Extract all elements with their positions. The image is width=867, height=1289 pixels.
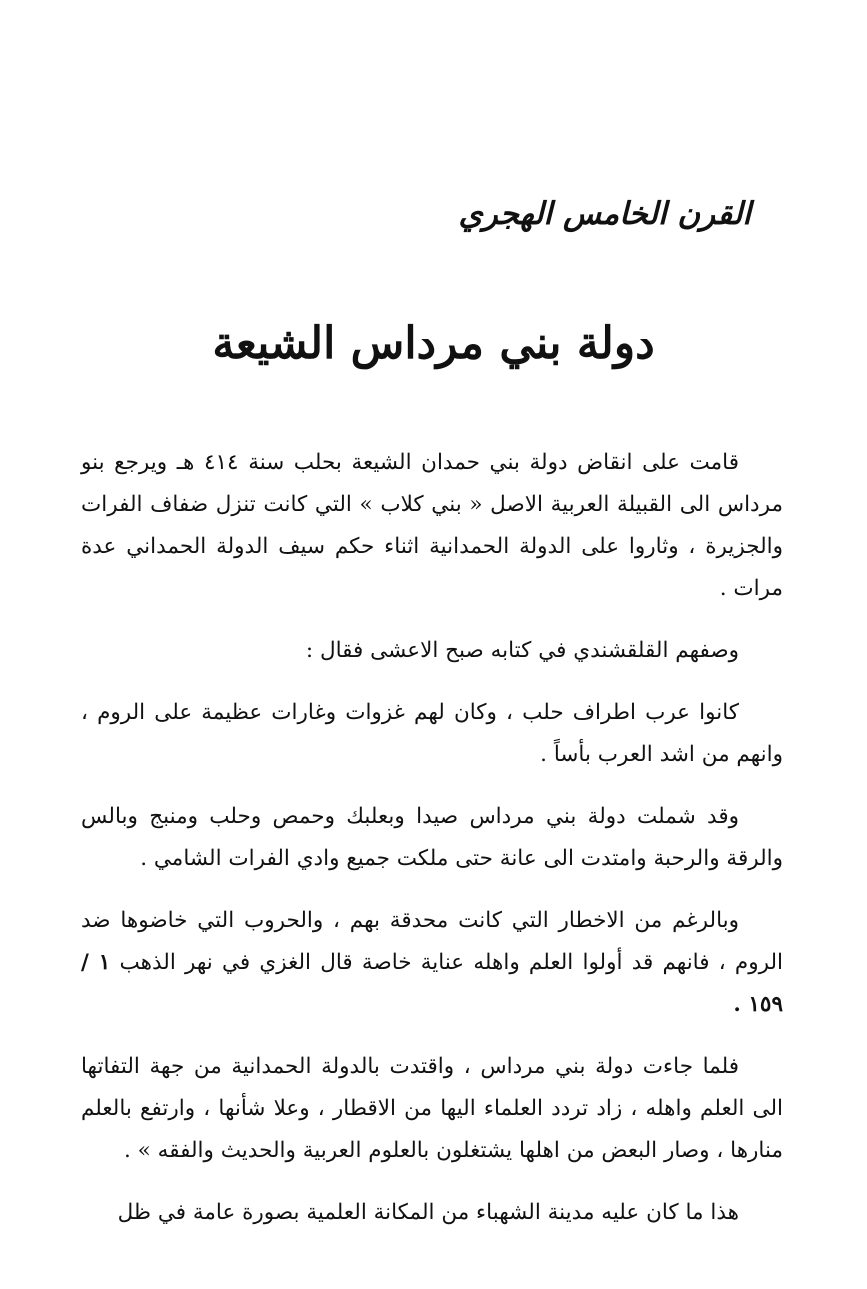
paragraph-2: وصفهم القلقشندي في كتابه صبح الاعشى فقال : — [305, 638, 739, 663]
paragraph-5-text: وبالرغم من الاخطار التي كانت محدقة بهم ، والحروب التي خاضوها ضد الروم ، فانهم قد أولوا العلم واهله عناية خاصة قال الغزي في نهر الذهب — [81, 908, 783, 975]
page-title: دولة بني مرداس الشيعة — [212, 318, 655, 369]
paragraph-7: هذا ما كان عليه مدينة الشهباء من المكانة العلمية بصورة عامة في ظل — [117, 1200, 739, 1225]
reference-number: ١ / ١٥٩ . — [81, 950, 783, 1017]
body-text — [81, 442, 783, 1234]
paragraph-6: فلما جاءت دولة بني مرداس ، واقتدت بالدولة الحمدانية من جهة التفاتها الى العلم واهله ، زاد تردد العلماء اليها من الاقطار ، وعلا شأنها ، وارتفع بالعلم منارها ، وصار البعض من اهلها يشتغلون بالعلوم العربية والحديث والفقه » . — [81, 1054, 783, 1163]
paragraph-5 — [81, 900, 783, 1026]
paragraph-1: قامت على انقاض دولة بني حمدان الشيعة بحلب سنة ٤١٤ هـ ويرجع بنو مرداس الى القبيلة العربية الاصل « بني كلاب » التي كانت تنزل ضفاف الفرات والجزيرة ، وثاروا على الدولة الحمدانية اثناء حكم سيف الدولة الحمداني عدة مرات . — [81, 450, 783, 601]
paragraph-3: كانوا عرب اطراف حلب ، وكان لهم غزوات وغارات عظيمة على الروم ، وانهم من اشد العرب بأساً . — [81, 700, 783, 767]
section-heading: القرن الخامس الهجري — [458, 196, 751, 232]
paragraph-4: وقد شملت دولة بني مرداس صيدا وبعلبك وحمص وحلب ومنبج وبالس والرقة والرحبة وامتدت الى عانة حتى ملكت جميع وادي الفرات الشامي . — [81, 804, 783, 871]
